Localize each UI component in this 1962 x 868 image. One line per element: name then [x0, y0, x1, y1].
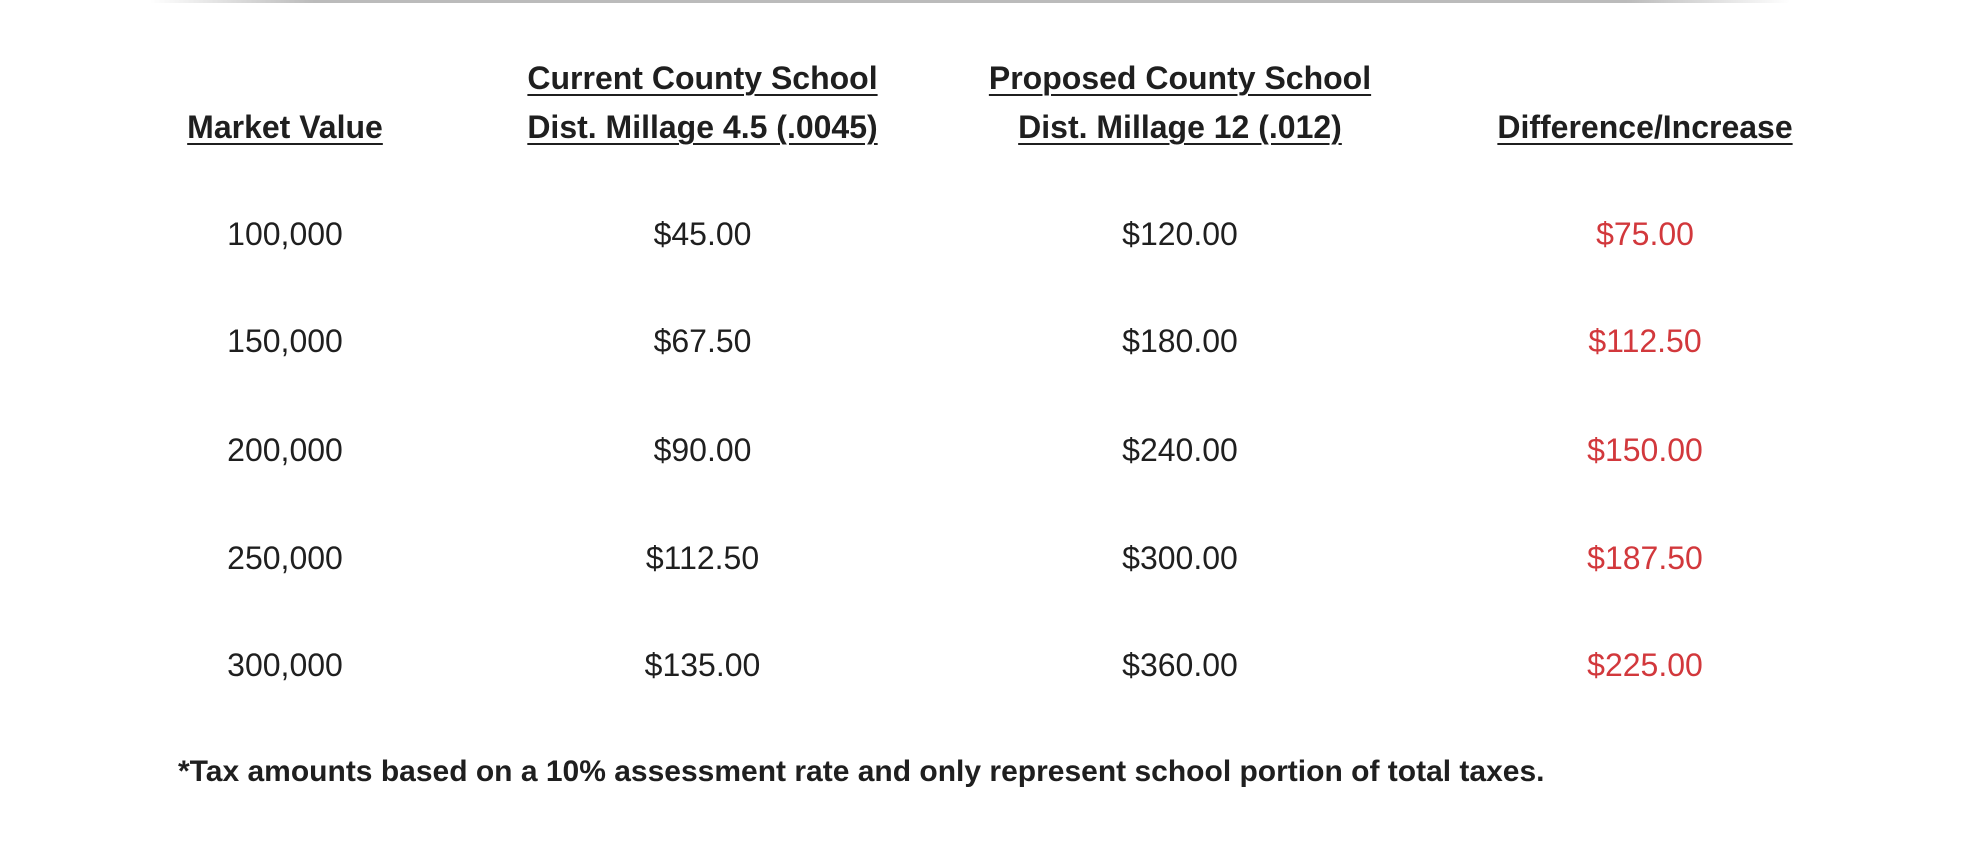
cell-difference: $150.00: [1587, 432, 1703, 468]
footnote: *Tax amounts based on a 10% assessment rate and only represent school portion of total taxes.: [178, 755, 1545, 788]
cell-proposed-tax: $180.00: [1122, 323, 1238, 359]
cell-market-value: 150,000: [227, 323, 343, 359]
cell-proposed-tax: $300.00: [1122, 540, 1238, 576]
cell-market-value: 200,000: [227, 432, 343, 468]
header-proposed-line2: Dist. Millage 12 (.012): [1018, 109, 1342, 145]
cell-current-tax: $90.00: [653, 432, 752, 468]
cell-current-tax: $135.00: [644, 647, 761, 683]
cell-proposed-tax: $120.00: [1122, 216, 1238, 252]
cell-difference: $75.00: [1596, 216, 1694, 252]
header-market-value: Market Value: [187, 109, 383, 145]
header-difference: Difference/Increase: [1497, 109, 1793, 145]
cell-market-value: 250,000: [227, 540, 343, 576]
cropped-previous-line: [150, 0, 1790, 3]
cell-difference: $112.50: [1588, 323, 1702, 359]
header-proposed-line1: Proposed County School: [988, 60, 1372, 96]
cell-current-tax: $112.50: [645, 540, 760, 576]
cell-market-value: 100,000: [227, 216, 343, 252]
cell-market-value: 300,000: [227, 647, 343, 683]
cell-proposed-tax: $360.00: [1122, 647, 1238, 683]
header-current-line2: Dist. Millage 4.5 (.0045): [527, 109, 878, 145]
cell-current-tax: $45.00: [653, 216, 752, 252]
cell-current-tax: $67.50: [653, 323, 752, 359]
header-current-line1: Current County School: [527, 60, 878, 96]
cell-proposed-tax: $240.00: [1122, 432, 1238, 468]
cell-difference: $187.50: [1587, 540, 1703, 576]
cell-difference: $225.00: [1587, 647, 1703, 683]
